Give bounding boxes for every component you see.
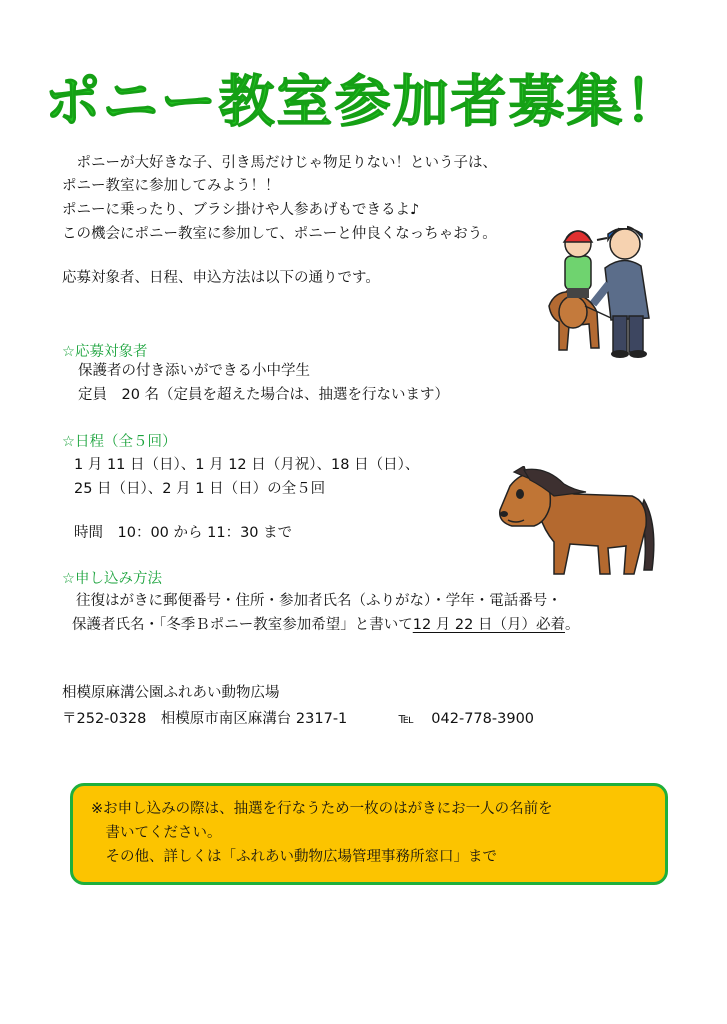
- schedule-time: 時間 10：00 から 11：30 まで: [74, 525, 293, 541]
- contact-name: 相模原麻溝公園ふれあい動物広場: [62, 685, 280, 701]
- eligibility-heading: ☆応募対象者: [62, 344, 148, 360]
- intro-note: 応募対象者、日程、申込方法は以下の通りです。: [62, 270, 380, 286]
- notice-line-3: その他、詳しくは「ふれあい動物広場管理事務所窓口」まで: [91, 849, 497, 865]
- application-line-1: 往復はがきに郵便番号・住所・参加者氏名（ふりがな）・学年・電話番号・: [76, 593, 562, 609]
- page-title: ポニー教室参加者募集！: [44, 70, 683, 135]
- pony-icon: [494, 466, 658, 578]
- eligibility-line-2: 定員 20 名（定員を超えた場合は、抽選を行ないます）: [78, 387, 450, 403]
- notice-line-2: 書いてください。: [91, 825, 222, 841]
- schedule-line-1: 1 月 11 日（日）、1 月 12 日（月祝）、18 日（日）、: [74, 457, 420, 473]
- pony-rider-icon: [545, 208, 657, 360]
- application-line-2-text: 保護者氏名・「冬季Ｂポニー教室参加希望」と書いて: [72, 617, 413, 633]
- tel-label: ℡: [398, 711, 415, 727]
- intro-line-1: ポニーが大好きな子、引き馬だけじゃ物足りない！という子は、: [62, 155, 497, 171]
- application-line-2: [72, 614, 579, 636]
- application-line-2-end: 。: [564, 617, 580, 633]
- contact-address: 〒252-0328 相模原市南区麻溝台 2317-1: [62, 711, 348, 727]
- intro-line-4: この機会にポニー教室に参加して、ポニーと仲良くなっちゃおう。: [62, 226, 497, 242]
- notice-line-1: ※お申し込みの際は、抽選を行なうため一枚のはがきにお一人の名前を: [91, 801, 553, 817]
- notice-box: [70, 783, 668, 885]
- intro-line-3: ポニーに乗ったり、ブラシ掛けや人参あげもできるよ♪: [62, 202, 420, 218]
- schedule-line-2: 25 日（日）、2 月 1 日（日）の全５回: [74, 481, 326, 497]
- contact-tel: 042-778-3900: [431, 711, 535, 727]
- eligibility-line-1: 保護者の付き添いができる小中学生: [78, 363, 310, 379]
- application-deadline: 12 月 22 日（月）必着: [412, 617, 565, 633]
- contact-address-line: [62, 708, 534, 730]
- schedule-heading: ☆日程（全５回）: [62, 434, 177, 450]
- application-heading: ☆申し込み方法: [62, 571, 162, 587]
- intro-line-2: ポニー教室に参加してみよう！！: [62, 178, 280, 194]
